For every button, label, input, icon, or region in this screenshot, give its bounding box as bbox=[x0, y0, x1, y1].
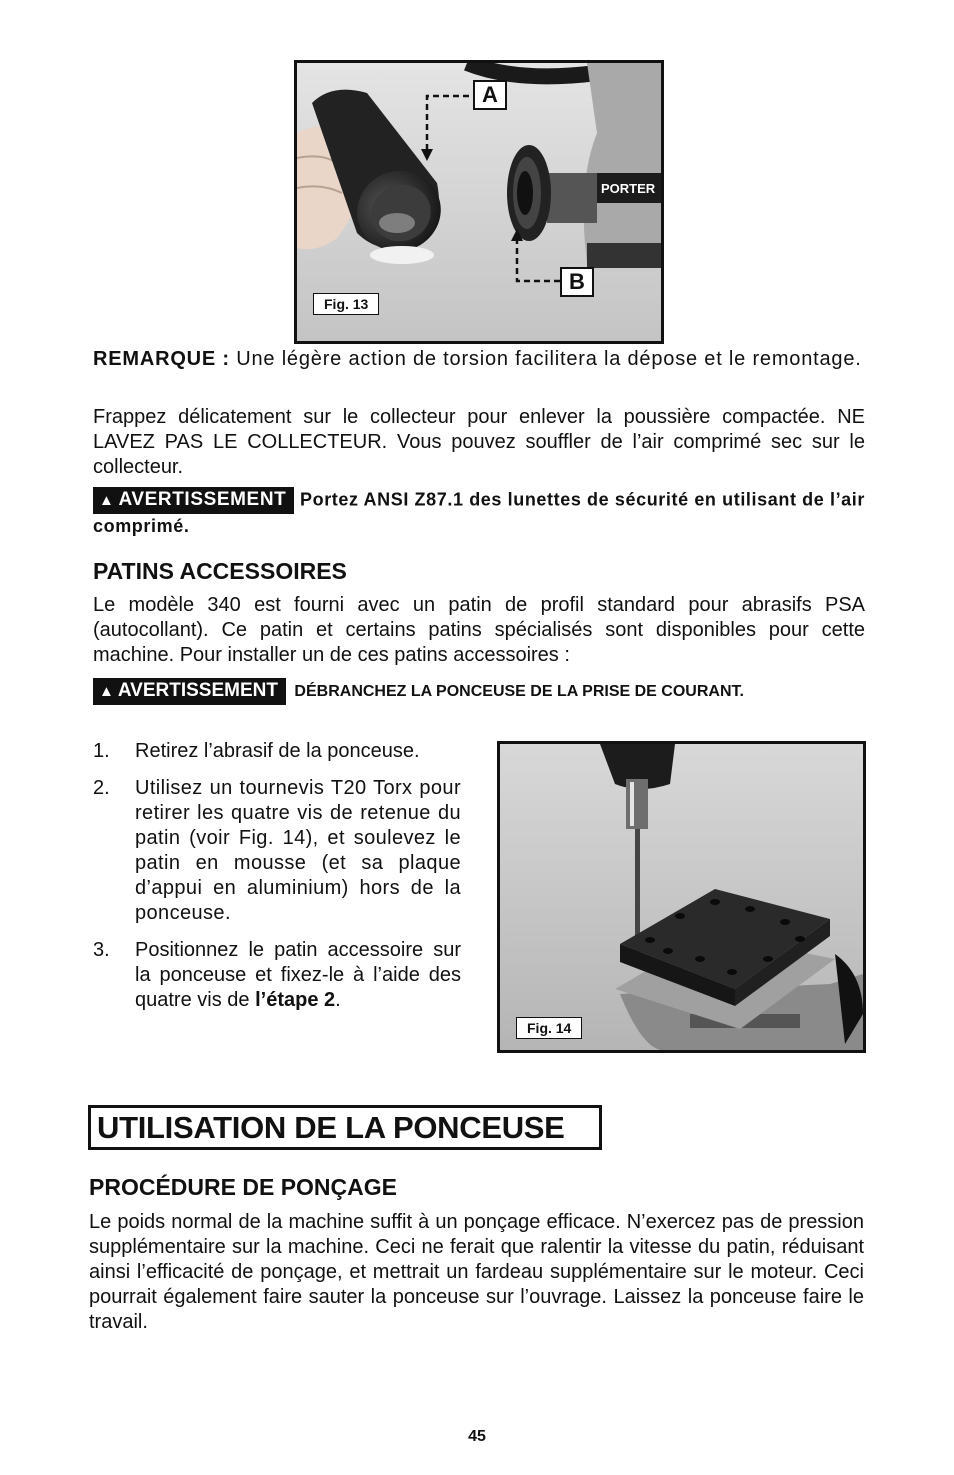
step-text: Utilisez un tournevis T20 Torx pour retirer les quatre vis de retenue du patin (voir Fig. 14), et soulevez le patin en mousse (et sa plaque d’appui en aluminium) hors de la ponceuse. bbox=[135, 777, 461, 924]
procedure-paragraph: Le poids normal de la machine suffit à un ponçage efficace. N’exercez pas de pression supplémentaire sur la machine. Ceci ne ferait que ralentir la vitesse du patin, réduisant ainsi l’efficacité de ponçage, et mettrait un fardeau supplémentaire sur le moteur. Ceci pourrait également faire sauter la ponceuse sur l’ouvrage. Laissez la ponceuse faire le travail. bbox=[89, 1211, 864, 1333]
warning-badge-label: AVERTISSEMENT bbox=[118, 489, 287, 510]
warning-badge-1 bbox=[93, 487, 294, 514]
page-number: 45 bbox=[468, 1428, 486, 1445]
section-title: UTILISATION DE LA PONCEUSE bbox=[97, 1110, 565, 1145]
figure-14-label: Fig. 14 bbox=[516, 1017, 582, 1039]
step-number: 2. bbox=[93, 777, 110, 799]
figure-13 bbox=[294, 60, 664, 344]
step-text-main: Positionnez le patin accessoire sur la ponceuse et fixez-le à l’aide des quatre vis de bbox=[135, 939, 461, 1011]
note-paragraph bbox=[93, 347, 865, 372]
callout-a: A bbox=[473, 80, 507, 110]
step-number: 3. bbox=[93, 939, 110, 961]
step-reference: l’étape 2 bbox=[255, 989, 336, 1011]
step-number: 1. bbox=[93, 740, 110, 762]
warning-1-text: Portez ANSI Z87.1 des lunettes de sécurité en utilisant de l’air comprimé. bbox=[93, 489, 865, 536]
list-item bbox=[93, 938, 461, 1013]
step-text-end: . bbox=[335, 989, 341, 1011]
step-text bbox=[135, 938, 461, 1013]
figure-14 bbox=[497, 741, 866, 1053]
list-item bbox=[93, 776, 461, 926]
step-text: Retirez l’abrasif de la ponceuse. bbox=[135, 740, 420, 762]
porter-brand: PORTER bbox=[601, 181, 656, 196]
list-item bbox=[93, 739, 461, 764]
steps-list bbox=[93, 739, 461, 1025]
warning-badge-2 bbox=[93, 678, 286, 705]
warning-2-text: DÉBRANCHEZ LA PONCEUSE DE LA PRISE DE COURANT. bbox=[294, 682, 744, 700]
section-title-box bbox=[88, 1105, 602, 1150]
procedure-heading: PROCÉDURE DE PONÇAGE bbox=[89, 1174, 397, 1200]
warning-triangle-icon: ▲ bbox=[99, 683, 114, 700]
callout-b: B bbox=[560, 267, 594, 297]
pads-heading: PATINS ACCESSOIRES bbox=[93, 558, 347, 584]
figure-14-photo bbox=[500, 744, 863, 1050]
note-lead: REMARQUE : bbox=[93, 348, 230, 370]
warning-2 bbox=[93, 678, 873, 705]
pads-paragraph: Le modèle 340 est fourni avec un patin de profil standard pour abrasifs PSA (autocollant). Ce patin et certains patins spécialisés sont disponibles pour cette machine. Pour installer un de ces patins accessoires : bbox=[93, 594, 865, 666]
figure-13-label: Fig. 13 bbox=[313, 293, 379, 315]
note-text: Une légère action de torsion facilitera la dépose et le remontage. bbox=[229, 348, 862, 370]
warning-badge-label: AVERTISSEMENT bbox=[117, 680, 278, 701]
warning-1 bbox=[93, 487, 865, 539]
cleaning-paragraph: Frappez délicatement sur le collecteur pour enlever la poussière compactée. NE LAVEZ PAS LE COLLECTEUR. Vous pouvez souffler de l’air comprimé sec sur le collecteur. bbox=[93, 406, 865, 478]
warning-triangle-icon: ▲ bbox=[99, 492, 115, 509]
